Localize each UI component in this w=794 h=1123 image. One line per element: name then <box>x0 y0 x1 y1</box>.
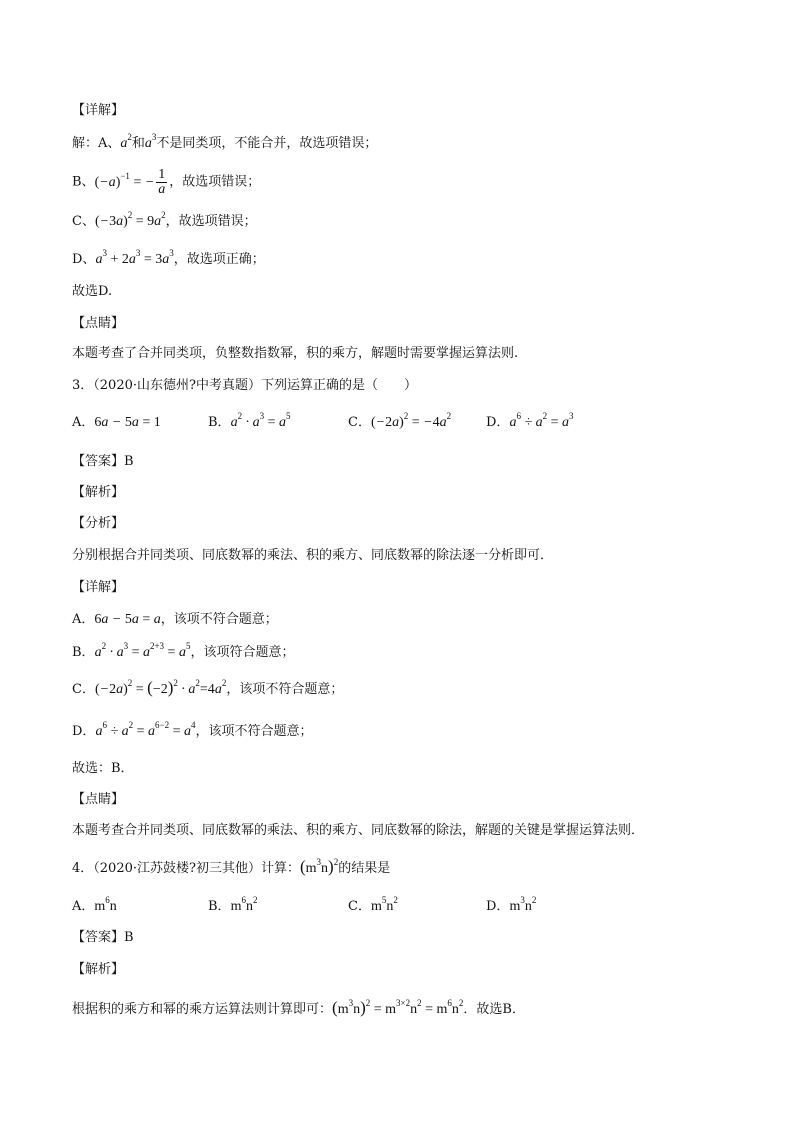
q4-solution: 根据积的乘方和幂的乘方运算法则计算即可：$(m^3n)^2 = m^{3\times 2}n^2 = m^6n^2$．故选B． <box>72 998 525 1017</box>
q3-option-a: A．6a − 5a = 1 <box>72 415 161 430</box>
q3-detail-b: B．$a^2 \cdot a^3 = a^{2+3} = a^5$，该项符合题意； <box>72 641 295 660</box>
q3-title: 3．（2020·山东德州?中考真题）下列运算正确的是（ ） <box>72 378 417 393</box>
q3-fenxi: 分别根据合并同类项、同底数幂的乘法、积的乘方、同底数幂的除法逐一分析即可． <box>72 548 554 563</box>
q4-answer: 【答案】B <box>72 930 134 945</box>
q4-option-d: D．$m^3n^2$ <box>486 895 537 914</box>
q3-detail-a: A．6a − 5a = a，该项不符合题意； <box>72 612 278 627</box>
q4-title: 4．（2020·江苏鼓楼?初三其他）计算：$(m^3n)^2$的结果是 <box>72 857 391 876</box>
q3-fenxi-heading: 【分析】 <box>72 516 125 531</box>
s1-line-d: D、$a^3 + 2a^3 = 3a^3$，故选项正确； <box>72 248 265 267</box>
q3-options <box>72 413 722 435</box>
q3-detail-c: C．$(-2a)^2 = (-2)^2 \cdot a^2=4a^2$，该项不符合题意； <box>72 678 344 697</box>
q4-analysis-heading: 【解析】 <box>72 962 125 977</box>
q3-choose: 故选：B． <box>72 761 134 776</box>
q3-note-heading: 【点睛】 <box>72 792 125 807</box>
q4-option-a: A．$m^6n$ <box>72 895 117 914</box>
detail-heading: 【详解】 <box>72 103 125 118</box>
q4-options <box>72 897 722 919</box>
q3-detail-d: D．$a^6 \div a^2 = a^{6-2} = a^4$，该项不符合题意； <box>72 720 313 739</box>
s1-note: 本题考查了合并同类项，负整数指数幂，积的乘方，解题时需要掌握运算法则. <box>72 346 519 361</box>
s1-line-b: B、$(-a)^{-1}$ = − $\frac{1}{a}$ ，故选项错误； <box>72 167 261 197</box>
q3-option-b: B．$a^2 \cdot a^3 = a^5$ <box>208 411 291 430</box>
s1-choose: 故选D. <box>72 284 113 299</box>
q3-detail-heading: 【详解】 <box>72 580 125 595</box>
q3-note: 本题考查合并同类项、同底数幂的乘法、积的乘方、同底数幂的除法，解题的关键是掌握运算法则． <box>72 823 645 838</box>
q3-option-d: D．$a^6 \div a^2 = a^3$ <box>486 411 574 430</box>
q3-option-c: C．$(-2a)^2 = -4a^2$ <box>348 411 452 430</box>
s1-line-c: C、$(-3a)^2 = 9a^2$，故选项错误； <box>72 210 257 229</box>
q4-option-c: C．$m^5n^2$ <box>348 895 398 914</box>
q4-option-b: B．$m^6n^2$ <box>208 895 258 914</box>
s1-note-heading: 【点睛】 <box>72 316 125 331</box>
q3-answer: 【答案】B <box>72 454 134 469</box>
q3-analysis-heading: 【解析】 <box>72 485 125 500</box>
s1-line-a: 解：A、$a^2$和$a^3$不是同类项，不能合并，故选项错误； <box>72 132 378 151</box>
